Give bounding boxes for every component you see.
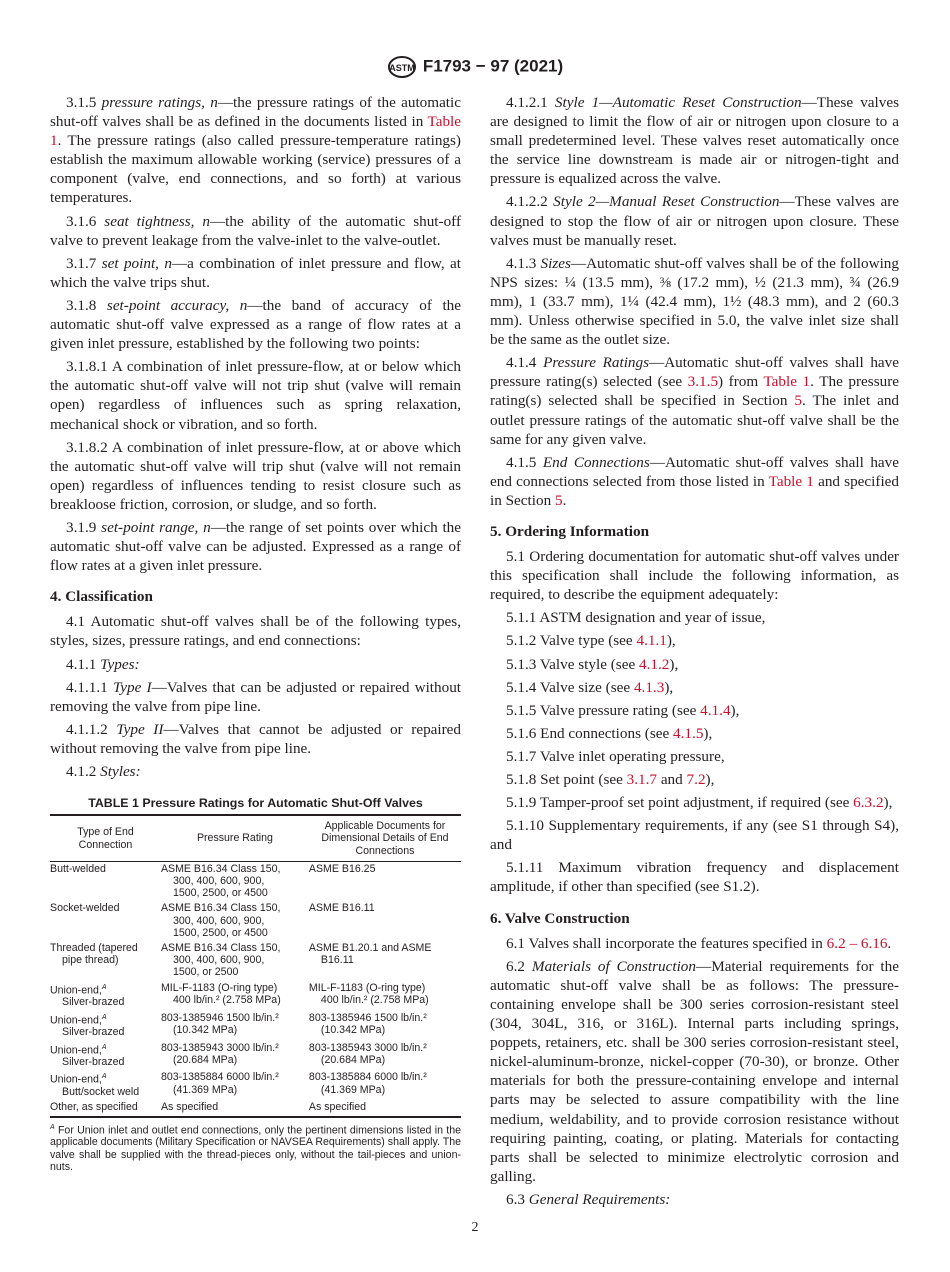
paragraph [490, 816, 899, 854]
paragraph [490, 453, 899, 510]
cell-docs [309, 981, 461, 1011]
text: ), [664, 678, 674, 696]
cell-text: Union-end, [50, 984, 102, 997]
cross-reference-link[interactable]: 3.1.5 [687, 373, 719, 391]
cross-reference-link[interactable]: 7.2 [686, 771, 706, 788]
text: . [562, 491, 567, 509]
paragraph [490, 608, 899, 627]
cell-line: Silver-brazed [62, 1056, 125, 1069]
cell-line: ASME B16.34 Class 150, [160, 942, 281, 955]
text: 4.1.2.1 [506, 94, 555, 111]
cell-text: Union-end, [50, 1073, 102, 1086]
cell-line: Silver-brazed [62, 1026, 125, 1039]
cell-line: Butt/socket weld [62, 1086, 140, 1099]
cell-line: MIL-F-1183 (O-ring type) [160, 981, 278, 994]
cross-reference-link[interactable]: 6.2 – 6.16 [826, 934, 888, 952]
paragraph [50, 655, 461, 674]
text: and specified in Section [490, 472, 899, 509]
cell-type [50, 861, 161, 901]
cell-line: Threaded (tapered [50, 942, 138, 955]
text: 3.1.8.2 A combination of inlet pressure-flow, at or above which the automatic shut-off valve will trip shut (valve will not remain open) regardless of influences tending to resist closure such as breakloose friction, corrosion, or sludge, and so forth. [50, 438, 461, 513]
standard-designation: F1793 − 97 (2021) [422, 56, 564, 76]
cell-docs [309, 1070, 461, 1100]
cell-line: 300, 400, 600, 900, [172, 875, 265, 888]
footnote-ref: A [101, 1073, 107, 1081]
paragraph [50, 518, 461, 575]
cross-reference-link[interactable]: 4.1.5 [673, 724, 704, 742]
svg-text:ASTM: ASTM [389, 63, 415, 73]
paragraph [490, 934, 899, 953]
cell-line: MIL-F-1183 (O-ring type) [308, 981, 426, 994]
table-row [50, 901, 461, 941]
cell-line: (10.342 MPa) [320, 1023, 386, 1036]
paragraph [490, 1190, 899, 1209]
text: 5.1.2 Valve type (see [506, 632, 637, 650]
text: 4.1.3 [506, 254, 541, 272]
footnote-mark: A [50, 1123, 55, 1131]
cell-line: pipe thread) [62, 954, 119, 967]
text: —Automatic shut-off valves shall have end connections selected from those listed in [490, 453, 899, 490]
defined-term: Style 2—Manual Reset Construction [553, 193, 780, 211]
text: ), [883, 794, 893, 812]
text: —Valves that cannot be adjusted or repaired without removing the valve from pipe line. [50, 720, 462, 757]
text: 5.1.1 ASTM designation and year of issue, [506, 609, 766, 627]
paragraph [490, 858, 899, 896]
cross-reference-link[interactable]: 4.1.2 [639, 655, 670, 673]
text: ), [703, 724, 713, 742]
paragraph [490, 547, 899, 604]
defined-term: Materials of Construction [531, 957, 696, 975]
text: —Material requirements for the automatic shut-off valve shall be as follows: The pressure-containing envelope shall be 300 series corrosion-resistant steel (304, 304L, 316, or 316L). Internal parts including springs, poppets, retainers, etc. shall be 300 series corrosion-resistant steel, nickel-aluminum-bronze, nickel-copper (70-30), or bronze. Other materials for both the pressure-containing envelope and internal parts may be selected to assure compatibility with the line medium, weldability, and to provide corrosion resistance without requiring painting, coating, or plating. Materials for contacting parts shall be selected to minimize electrolytic corrosion and galling. [490, 957, 899, 1185]
text: 5.1.10 Supplementary requirements, if any (see S1 through S4), and [490, 817, 899, 854]
text: 6.1 Valves shall incorporate the features specified in [506, 934, 827, 952]
section-heading: 6. Valve Construction [490, 909, 630, 927]
cross-reference-link[interactable]: 5 [554, 491, 563, 509]
footnote-text: For Union inlet and outlet end connections, only the pertinent dimensions listed in the applicable documents (Military Specification or NAVSEA Requirements) shall apply. The valve shall be supplied with the thread-pieces only, without the tail-pieces and union-nuts. [50, 1124, 461, 1173]
cell-text: Union-end, [50, 1014, 102, 1027]
table-row [50, 1011, 461, 1041]
text: 3.1.9 [66, 518, 102, 536]
paragraph [490, 192, 899, 249]
cell-line: (41.369 MPa) [320, 1083, 386, 1096]
cell-line: 803-1385946 1500 lb/in.² [160, 1011, 279, 1024]
cell-line: Other, as specified [50, 1101, 138, 1114]
paragraph [50, 357, 461, 433]
text: 4.1.1.2 [66, 720, 117, 738]
paragraph [50, 678, 461, 716]
text: 5.1.4 Valve size (see [506, 678, 634, 696]
text: 3.1.6 [66, 212, 105, 230]
text: 5.1.9 Tamper-proof set point adjustment, if required (see [506, 794, 854, 812]
cell-line: As specified [308, 1101, 367, 1114]
defined-term: Type I [112, 678, 152, 696]
text: 5.1.11 Maximum vibration frequency and displacement amplitude, if other than specified (see S1.2). [490, 859, 899, 896]
cell-line: (10.342 MPa) [172, 1023, 238, 1036]
cell-line: 1500, 2500, or 4500 [172, 926, 268, 939]
defined-term: Pressure Ratings [543, 354, 650, 372]
cell-rating [161, 901, 309, 941]
paragraph [490, 701, 899, 720]
cell-type [50, 941, 161, 981]
text: ), [730, 701, 740, 719]
right-column [490, 93, 899, 1213]
cell-docs [309, 901, 461, 941]
paragraph [50, 438, 461, 514]
column-header: Type of End Connection [50, 815, 161, 861]
text: . The inlet and outlet pressure ratings of the automatic shut-off valve shall be the same for any given valve. [490, 392, 900, 448]
text: 5.1 Ordering documentation for automatic shut-off valves under this specification shall include the following information, as required, to describe the equipment adequately: [490, 548, 899, 604]
cell-line: Socket-welded [50, 902, 120, 915]
paragraph [490, 631, 899, 650]
text: 5.1.3 Valve style (see [506, 655, 640, 673]
cell-line: 400 lb/in.² (2.758 MPa) [320, 993, 429, 1006]
cell-docs [309, 1100, 461, 1116]
defined-term: Styles: [100, 763, 141, 780]
cell-line: 803-1385884 6000 lb/in.² [308, 1071, 427, 1084]
cell-line: 803-1385943 3000 lb/in.² [308, 1041, 427, 1054]
text: —These valves are designed to limit the flow of air or nitrogen upon closure to a small predetermined level. These valves reset automatically once the service line downstream is made air or nitrogen-tight and pressure is equalized across the valve. [490, 94, 900, 188]
paragraph [490, 747, 899, 766]
cross-reference-link[interactable]: 4.1.3 [633, 678, 665, 696]
table-row [50, 861, 461, 901]
text: 4.1 Automatic shut-off valves shall be of the following types, styles, sizes, pressure ratings, and end connections: [50, 613, 461, 650]
paragraph [490, 93, 899, 188]
paragraph [490, 770, 899, 789]
text: —Automatic shut-off valves shall have pressure rating(s) selected (see [490, 354, 900, 391]
defined-term: seat tightness, n [104, 212, 210, 230]
cell-text: Union-end, [50, 1044, 102, 1057]
table-1 [50, 797, 461, 1173]
paragraph [490, 254, 899, 349]
text: —a combination of inlet pressure and flow, at which the valve trips shut. [50, 254, 462, 291]
defined-term: Type II [116, 720, 164, 738]
text: 5.1.6 End connections (see [506, 724, 674, 742]
column-header: Pressure Rating [161, 815, 309, 861]
defined-term: General Requirements: [528, 1190, 671, 1208]
text: 5.1.5 Valve pressure rating (see [506, 701, 701, 719]
cell-type [50, 1011, 161, 1041]
defined-term: set-point range, n [101, 518, 211, 536]
text: ), [669, 655, 679, 673]
text: 3.1.8.1 A combination of inlet pressure-flow, at or below which the automatic shut-off valve will not trip shut (valve will remain open) regardless of influences such as spring relaxation, mechanical shock or vibration, and so forth. [50, 358, 461, 433]
text: 6.2 [506, 957, 532, 975]
defined-term: End Connections [542, 453, 650, 471]
paragraph [490, 957, 899, 1186]
cross-reference-link[interactable]: 6.3.2 [853, 794, 884, 812]
text: ) from [718, 373, 764, 391]
cell-type [50, 1100, 161, 1116]
paragraph [490, 655, 899, 674]
cell-line [50, 1012, 159, 1027]
text: 5.1.8 Set point (see [506, 771, 627, 788]
text: —Valves that can be adjusted or repaired without removing the valve from pipe line. [50, 678, 462, 715]
cell-line: (20.684 MPa) [172, 1053, 238, 1066]
cross-reference-link[interactable]: Table 1 [768, 472, 814, 490]
cell-line: 803-1385946 1500 lb/in.² [308, 1011, 427, 1024]
paragraph [490, 724, 899, 743]
paragraph [50, 612, 461, 650]
cell-rating [161, 941, 309, 981]
text: 3.1.7 [66, 254, 102, 272]
defined-term: set-point accuracy, n [106, 296, 248, 314]
cross-reference-link[interactable]: 4.1.1 [636, 632, 667, 650]
cell-line: 300, 400, 600, 900, [172, 914, 265, 927]
paragraph [50, 296, 461, 353]
table-row [50, 1070, 461, 1100]
text: and [657, 771, 687, 788]
table-row [50, 1041, 461, 1071]
cell-rating [161, 1011, 309, 1041]
pressure-ratings-table [50, 814, 461, 1117]
table-row [50, 981, 461, 1011]
defined-term: pressure ratings, n [101, 94, 218, 111]
table-row [50, 1100, 461, 1116]
cell-line: 1500, 2500, or 4500 [172, 887, 268, 900]
text: —the ability of the automatic shut-off valve to prevent leakage from the valve-inlet to the valve-outlet. [50, 212, 462, 249]
page-header [0, 55, 950, 79]
cell-type [50, 1041, 161, 1071]
cell-docs [309, 1011, 461, 1041]
text: . The pressure rating(s) selected shall be specified in Section [490, 373, 899, 410]
cell-line: 803-1385943 3000 lb/in.² [160, 1041, 279, 1054]
text: 4.1.5 [506, 453, 543, 471]
text: ), [705, 771, 715, 788]
paragraph [50, 762, 461, 781]
text: —the band of accuracy of the automatic shut-off valve expressed as a range of flow rates at a given inlet pressure, established by the following two points: [50, 296, 462, 353]
footnote-ref: A [101, 1043, 107, 1051]
cross-reference-link[interactable]: 3.1.7 [626, 771, 658, 788]
text: ), [666, 632, 676, 650]
cell-line: ASME B1.20.1 and ASME [308, 942, 432, 955]
table-row [50, 941, 461, 981]
footnote-ref: A [101, 1013, 107, 1021]
defined-term: Style 1—Automatic Reset Construction [554, 94, 802, 111]
paragraph [490, 353, 899, 448]
text: —These valves are designed to stop the flow of air or nitrogen upon closure. These valves must be manually reset. [490, 193, 899, 249]
cell-line: ASME B16.25 [308, 862, 376, 875]
cell-rating [161, 1070, 309, 1100]
defined-term: Types: [100, 655, 140, 673]
table-title: TABLE 1 Pressure Ratings for Automatic Shut-Off Valves [88, 796, 423, 810]
cell-line: 1500, or 2500 [172, 966, 239, 979]
cell-line: (20.684 MPa) [320, 1053, 386, 1066]
cell-docs [309, 941, 461, 981]
cell-line [50, 1042, 159, 1057]
paragraph [50, 93, 461, 208]
cell-rating [161, 1100, 309, 1116]
text: —the range of set points over which the automatic shut-off valve can be adjusted. Expressed as a range of flow rates at a given inlet pressure. [50, 518, 461, 575]
cell-line: (41.369 MPa) [172, 1083, 238, 1096]
cell-type [50, 981, 161, 1011]
defined-term: Sizes [540, 254, 571, 272]
paragraph [50, 212, 461, 250]
cell-rating [161, 1041, 309, 1071]
text: —the pressure ratings of the automatic shut-off valves shall be as defined in the documents listed in [50, 94, 461, 131]
cross-reference-link[interactable]: Table 1 [763, 373, 811, 391]
text: . [887, 934, 892, 952]
text: 4.1.1 [66, 655, 101, 673]
cell-line: ASME B16.11 [308, 902, 375, 915]
cell-line [50, 982, 159, 997]
text: 4.1.2 [66, 763, 101, 780]
cell-line [50, 1071, 159, 1086]
cell-type [50, 1070, 161, 1100]
cell-line: B16.11 [320, 954, 354, 967]
cell-rating [161, 981, 309, 1011]
text: 6.3 [506, 1190, 529, 1208]
footnote-ref: A [101, 983, 107, 991]
cell-line: ASME B16.34 Class 150, [160, 862, 281, 875]
text: 4.1.2.2 [506, 193, 554, 211]
astm-logo-icon [387, 55, 417, 79]
left-column [50, 93, 461, 785]
cell-line: ASME B16.34 Class 150, [160, 902, 281, 915]
paragraph [50, 720, 461, 758]
cell-line: Silver-brazed [62, 996, 125, 1009]
cell-line: 400 lb/in.² (2.758 MPa) [172, 993, 281, 1006]
text: 4.1.4 [506, 354, 544, 372]
section-heading: 4. Classification [50, 588, 153, 606]
text: . The pressure ratings (also called pressure-temperature ratings) establish the maximum allowable working (service) pressures of a component (valve, end connections, and so forth) at various temperatures. [50, 132, 461, 207]
cross-reference-link[interactable]: Table 1 [50, 113, 461, 150]
paragraph [50, 254, 461, 292]
cell-docs [309, 1041, 461, 1071]
column-header: Applicable Documents for Dimensional Details of End Connections [309, 815, 461, 861]
table-footnote [50, 1122, 461, 1173]
cell-docs [309, 861, 461, 901]
cell-line: 803-1385884 6000 lb/in.² [160, 1071, 279, 1084]
paragraph [490, 678, 899, 697]
text: —Automatic shut-off valves shall be of the following NPS sizes: ¼ (13.5 mm), ⅜ (17.2 mm), ½ (21.3 mm), ¾ (26.9 mm), 1 (33.7 mm), 1¼ (42.4 mm), 1½ (48.3 mm), and 2 (60.3 mm). Unless otherwise specified in 5.0, the valve inlet size shall be the same as the outlet size. [490, 254, 899, 349]
defined-term: set point, n [101, 254, 172, 272]
text: 4.1.1.1 [66, 678, 113, 696]
section-heading: 5. Ordering Information [490, 522, 650, 540]
page-number: 2 [471, 1220, 479, 1235]
cross-reference-link[interactable]: 5 [794, 392, 803, 410]
cell-rating [161, 861, 309, 901]
cell-line: Butt-welded [50, 862, 106, 875]
cell-line: As specified [160, 1101, 219, 1114]
text: 3.1.8 [66, 296, 107, 314]
text: 3.1.5 [66, 94, 102, 111]
cell-line: 300, 400, 600, 900, [172, 954, 265, 967]
cell-type [50, 901, 161, 941]
text: 5.1.7 Valve inlet operating pressure, [506, 747, 725, 765]
cross-reference-link[interactable]: 4.1.4 [700, 701, 731, 719]
paragraph [490, 793, 899, 812]
